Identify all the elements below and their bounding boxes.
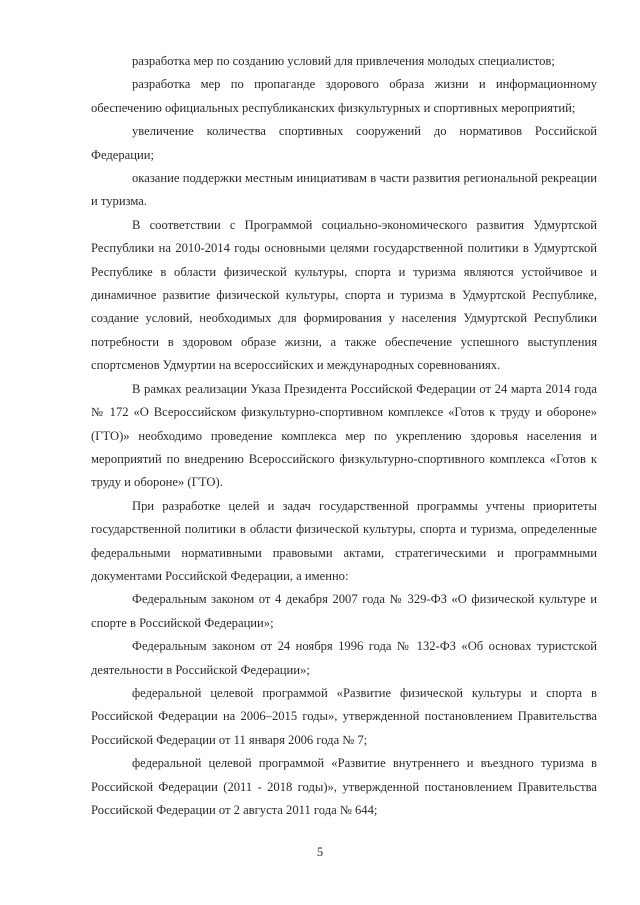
paragraph-priorities: При разработке целей и задач государственной программы учтены приоритеты государственной политики в области физической культуры, спорта и туризма, определенные федеральными нормативными правовыми актами, стратегическими и программными документами Российской Федерации, а именно: [91, 498, 597, 583]
paragraph-local-initiatives: оказание поддержки местным инициативам в части развития региональной рекреации и туризма. [91, 171, 597, 209]
paragraph-law-329: Федеральным законом от 4 декабря 2007 года № 329-ФЗ «О физической культуре и спорте в Российской Федерации»; [91, 592, 597, 630]
paragraph-young-specialists: разработка мер по созданию условий для привлечения молодых специалистов; [132, 54, 555, 68]
page-number: 5 [316, 845, 324, 859]
paragraph-state-policy-goals: В соответствии с Программой социально-экономического развития Удмуртской Республики на 2010-2014 годы основными целями государственной политики в Удмуртской Республике в области физической культуры, спорта и туризма являются устойчивое и динамичное развитие физической культуры, спорта и туризма в Удмуртской Республике, создание условий, необходимых для формирования у населения Удмуртской Республики потребности в здоровом образе жизни, а также обеспечение успешного выступления спортсменов Удмуртии на всероссийских и международных соревнованиях. [91, 217, 597, 373]
paragraph-healthy-lifestyle-propaganda: разработка мер по пропаганде здорового образа жизни и информационному обеспечению официальных республиканских физкультурных и спортивных мероприятий; [91, 77, 597, 115]
document-page [91, 50, 597, 822]
paragraph-gto-decree: В рамках реализации Указа Президента Российской Федерации от 24 марта 2014 года № 172 «О Всероссийском физкультурно-спортивном комплексе «Готов к труду и обороне» (ГТО)» необходимо проведение комплекса мер по укреплению здоровья населения и мероприятий по внедрению Всероссийского физкультурно-спортивного комплекса «Готов к труду и обороне» (ГТО). [91, 381, 597, 490]
paragraph-sports-facilities: увеличение количества спортивных сооружений до нормативов Российской Федерации; [91, 124, 597, 162]
paragraph-program-sport: федеральной целевой программой «Развитие физической культуры и спорта в Российской Федерации на 2006–2015 годы», утвержденной постановлением Правительства Российской Федерации от 11 января 2006 года № 7; [91, 685, 597, 747]
paragraph-law-132: Федеральным законом от 24 ноября 1996 года № 132-ФЗ «Об основах туристской деятельности в Российской Федерации»; [91, 639, 597, 677]
paragraph-program-tourism: федеральной целевой программой «Развитие внутреннего и въездного туризма в Российской Федерации (2011 - 2018 годы)», утвержденной постановлением Правительства Российской Федерации от 2 августа 2011 года № 644; [91, 756, 597, 817]
